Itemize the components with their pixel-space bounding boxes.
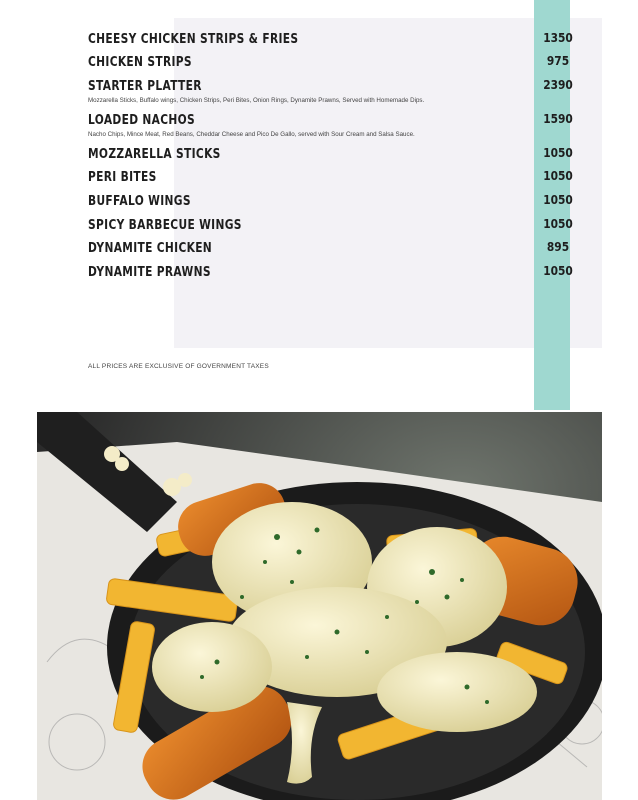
menu-item-name: SPICY BARBECUE WINGS (88, 218, 242, 233)
menu-item-price: 1050 (543, 145, 573, 160)
menu-item-price: 975 (546, 53, 570, 68)
menu-item (88, 263, 578, 281)
menu-item (88, 168, 578, 186)
menu-item (88, 111, 578, 138)
menu-item-name: BUFFALO WINGS (88, 194, 191, 209)
menu-item (88, 53, 578, 71)
menu-item (88, 239, 578, 257)
menu-item-name: CHEESY CHICKEN STRIPS & FRIES (88, 32, 299, 47)
menu-item-name: CHICKEN STRIPS (88, 55, 192, 70)
menu-item-description: Mozzarella Sticks, Buffalo wings, Chicken Strips, Peri Bites, Onion Rings, Dynamite Prawns, Served with Homemade Dips. (88, 97, 425, 104)
menu-item (88, 77, 578, 104)
menu-item-name: LOADED NACHOS (88, 113, 196, 128)
menu-item-name: MOZZARELLA STICKS (88, 147, 221, 162)
menu-item (88, 145, 578, 163)
menu-item-price: 1050 (543, 192, 573, 207)
menu-item-name: STARTER PLATTER (88, 79, 202, 94)
menu-item (88, 192, 578, 210)
menu-item-price: 1050 (543, 263, 573, 278)
menu-item-price: 1350 (543, 30, 573, 45)
tax-note: ALL PRICES ARE EXCLUSIVE OF GOVERNMENT TAXES (88, 363, 269, 370)
menu-item-description: Nacho Chips, Mince Meat, Red Beans, Cheddar Cheese and Pico De Gallo, served with Sour Cream and Salsa Sauce. (88, 131, 415, 138)
menu-item-name: DYNAMITE CHICKEN (88, 241, 213, 256)
menu-item-price: 1050 (543, 216, 573, 231)
menu-item-price: 1590 (543, 111, 573, 126)
menu-item (88, 30, 578, 48)
menu-item-name: DYNAMITE PRAWNS (88, 265, 211, 280)
menu-item (88, 216, 578, 234)
menu-item-price: 895 (546, 239, 570, 254)
menu-item-price: 1050 (543, 168, 573, 183)
menu-item-name: PERI BITES (88, 170, 157, 185)
food-photo (37, 412, 602, 800)
menu-item-price: 2390 (543, 77, 573, 92)
